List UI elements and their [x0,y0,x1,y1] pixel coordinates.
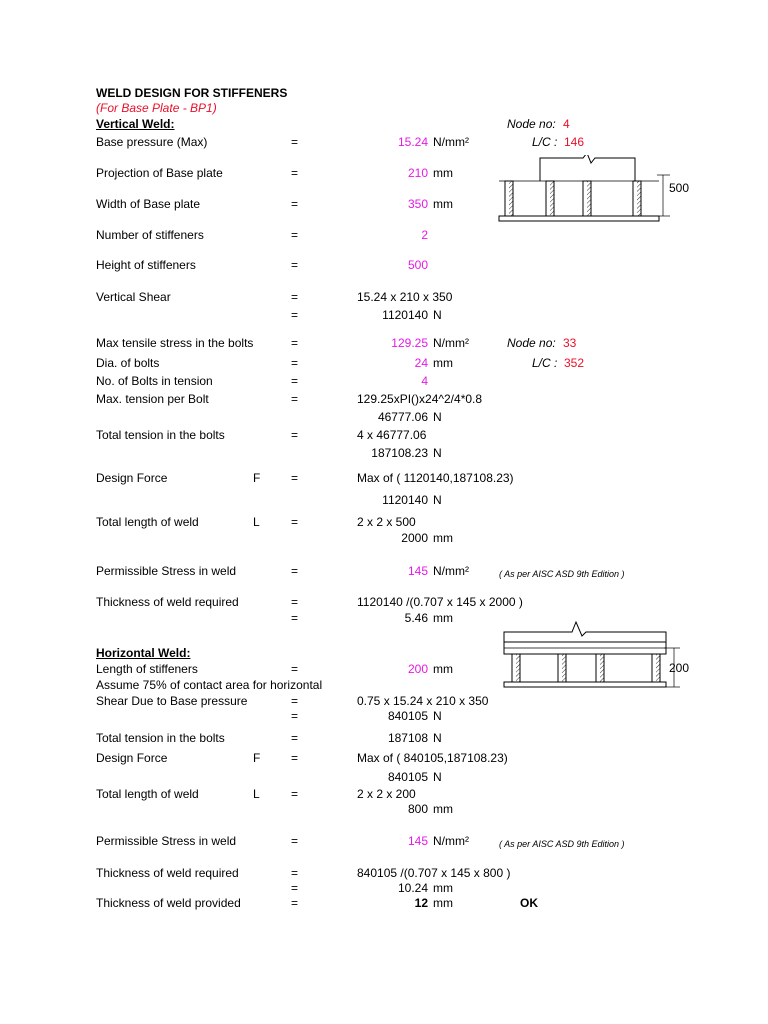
eq: = [291,197,299,211]
length-stiffeners-value: 200 [407,662,428,676]
unit: mm [433,356,453,370]
h-total-tension-label: Total tension in the bolts [96,731,225,745]
eq: = [291,374,299,388]
eq: = [291,709,299,723]
vertical-shear-value: 1120140 [382,308,428,322]
eq: = [291,787,299,801]
projection-value: 210 [407,166,428,180]
dia-bolts-label: Dia. of bolts [96,356,160,370]
eq: = [291,290,299,304]
no-bolts-label: No. of Bolts in tension [96,374,213,388]
width-value: 350 [407,197,428,211]
vertical-weld-diagram [495,155,695,235]
unit: mm [433,662,453,676]
eq: = [291,834,299,848]
unit: N [433,709,442,723]
shear-base-pressure-label: Shear Due to Base pressure [96,694,248,708]
h-thickness-req-label: Thickness of weld required [96,866,239,880]
shear-base-pressure-expr: 0.75 x 15.24 x 210 x 350 [357,694,489,708]
h-total-length-label: Total length of weld [96,787,199,801]
eq: = [291,662,299,676]
max-tensile-label: Max tensile stress in the bolts [96,336,254,350]
unit: N/mm² [433,834,469,848]
eq: = [291,731,299,745]
unit: mm [433,197,453,211]
node-value: 4 [563,117,570,131]
shear-base-pressure-value: 840105 [387,709,428,723]
stiffener [652,654,660,682]
thickness-prov-value: 12 [414,896,428,910]
tension-per-bolt-expr: 129.25xPI()x24^2/4*0.8 [357,392,483,406]
unit: mm [433,896,453,910]
h-design-force-symbol: F [253,751,261,765]
unit: N [433,731,442,745]
design-force-value: 1120140 [382,493,428,507]
unit: N/mm² [433,336,469,350]
total-tension-value: 187108.23 [371,446,428,460]
eq: = [291,258,299,272]
total-tension-label: Total tension in the bolts [96,428,225,442]
stiffener [583,181,591,216]
assumption-text: Assume 75% of contact area for horizontal [96,678,323,692]
lc-value: 146 [564,135,585,149]
num-stiffeners-label: Number of stiffeners [96,228,204,242]
total-length-value: 2000 [401,531,428,545]
total-length-symbol: L [253,515,260,529]
eq: = [291,392,299,406]
lc-label-2: L/C : [532,356,558,370]
h-total-length-value: 800 [407,802,428,816]
h-total-length-expr: 2 x 2 x 200 [357,787,416,801]
h-design-force-value: 840105 [387,770,428,784]
vertical-shear-label: Vertical Shear [96,290,171,304]
unit: N [433,493,442,507]
horizontal-weld-heading: Horizontal Weld: [96,646,191,660]
num-stiffeners-value: 2 [421,228,428,242]
projection-label: Projection of Base plate [96,166,223,180]
base-pressure-label: Base pressure (Max) [96,135,208,149]
h-thickness-req-value: 10.24 [397,881,428,895]
h-code-note: ( As per AISC ASD 9th Edition ) [499,839,625,849]
design-force-expr: Max of ( 1120140,187108.23) [357,471,514,485]
thickness-req-label: Thickness of weld required [96,595,239,609]
stiffener [546,181,554,216]
tension-per-bolt-value: 46777.06 [377,410,428,424]
dia-bolts-value: 24 [414,356,428,370]
eq: = [291,751,299,765]
vertical-diagram-dimension: 500 [669,181,690,195]
eq: = [291,866,299,880]
length-stiffeners-label: Length of stiffeners [96,662,198,676]
no-bolts-value: 4 [421,374,428,388]
lc-value-2: 352 [564,356,585,370]
stiffener [512,654,520,682]
thickness-prov-label: Thickness of weld provided [96,896,241,910]
eq: = [291,135,299,149]
eq: = [291,308,299,322]
h-perm-stress-value: 145 [407,834,428,848]
unit: mm [433,802,453,816]
thickness-req-value: 5.46 [404,611,428,625]
vertical-shear-expr: 15.24 x 210 x 350 [357,290,453,304]
stiffener [505,181,513,216]
h-thickness-req-expr: 840105 /(0.707 x 145 x 800 ) [357,866,511,880]
eq: = [291,694,299,708]
node-label: Node no: [507,117,556,131]
eq: = [291,595,299,609]
thickness-req-expr: 1120140 /(0.707 x 145 x 2000 ) [357,595,523,609]
eq: = [291,336,299,350]
design-force-label: Design Force [96,471,168,485]
stiffener [633,181,641,216]
eq: = [291,515,299,529]
node-value-2: 33 [563,336,577,350]
eq: = [291,896,299,910]
perm-stress-label: Permissible Stress in weld [96,564,237,578]
node-label-2: Node no: [507,336,556,350]
horizontal-diagram-dimension: 200 [669,661,690,675]
unit: N/mm² [433,564,469,578]
unit: N/mm² [433,135,469,149]
h-total-tension-value: 187108 [387,731,428,745]
unit: mm [433,166,453,180]
base-pressure-value: 15.24 [397,135,428,149]
perm-stress-value: 145 [407,564,428,578]
eq: = [291,428,299,442]
page-subtitle: (For Base Plate - BP1) [96,101,217,115]
eq: = [291,228,299,242]
vertical-weld-heading: Vertical Weld: [96,117,175,131]
unit: N [433,308,442,322]
code-note: ( As per AISC ASD 9th Edition ) [499,569,625,579]
h-perm-stress-label: Permissible Stress in weld [96,834,237,848]
height-stiffeners-value: 500 [407,258,428,272]
eq: = [291,881,299,895]
design-force-symbol: F [253,471,261,485]
width-label: Width of Base plate [96,197,201,211]
total-length-expr: 2 x 2 x 500 [357,515,416,529]
eq: = [291,564,299,578]
unit: mm [433,611,453,625]
total-length-label: Total length of weld [96,515,199,529]
status-ok: OK [520,896,538,910]
eq: = [291,471,299,485]
h-design-force-label: Design Force [96,751,168,765]
unit: N [433,446,442,460]
tension-per-bolt-label: Max. tension per Bolt [96,392,209,406]
eq: = [291,166,299,180]
h-design-force-expr: Max of ( 840105,187108.23) [357,751,508,765]
height-stiffeners-label: Height of stiffeners [96,258,196,272]
stiffener [558,654,566,682]
h-total-length-symbol: L [253,787,260,801]
page-title: WELD DESIGN FOR STIFFENERS [96,86,288,100]
unit: mm [433,881,453,895]
total-tension-expr: 4 x 46777.06 [357,428,427,442]
max-tensile-value: 129.25 [391,336,428,350]
horizontal-weld-diagram [500,620,690,695]
unit: N [433,410,442,424]
stiffener [596,654,604,682]
eq: = [291,611,299,625]
unit: N [433,770,442,784]
unit: mm [433,531,453,545]
eq: = [291,356,299,370]
lc-label: L/C : [532,135,558,149]
